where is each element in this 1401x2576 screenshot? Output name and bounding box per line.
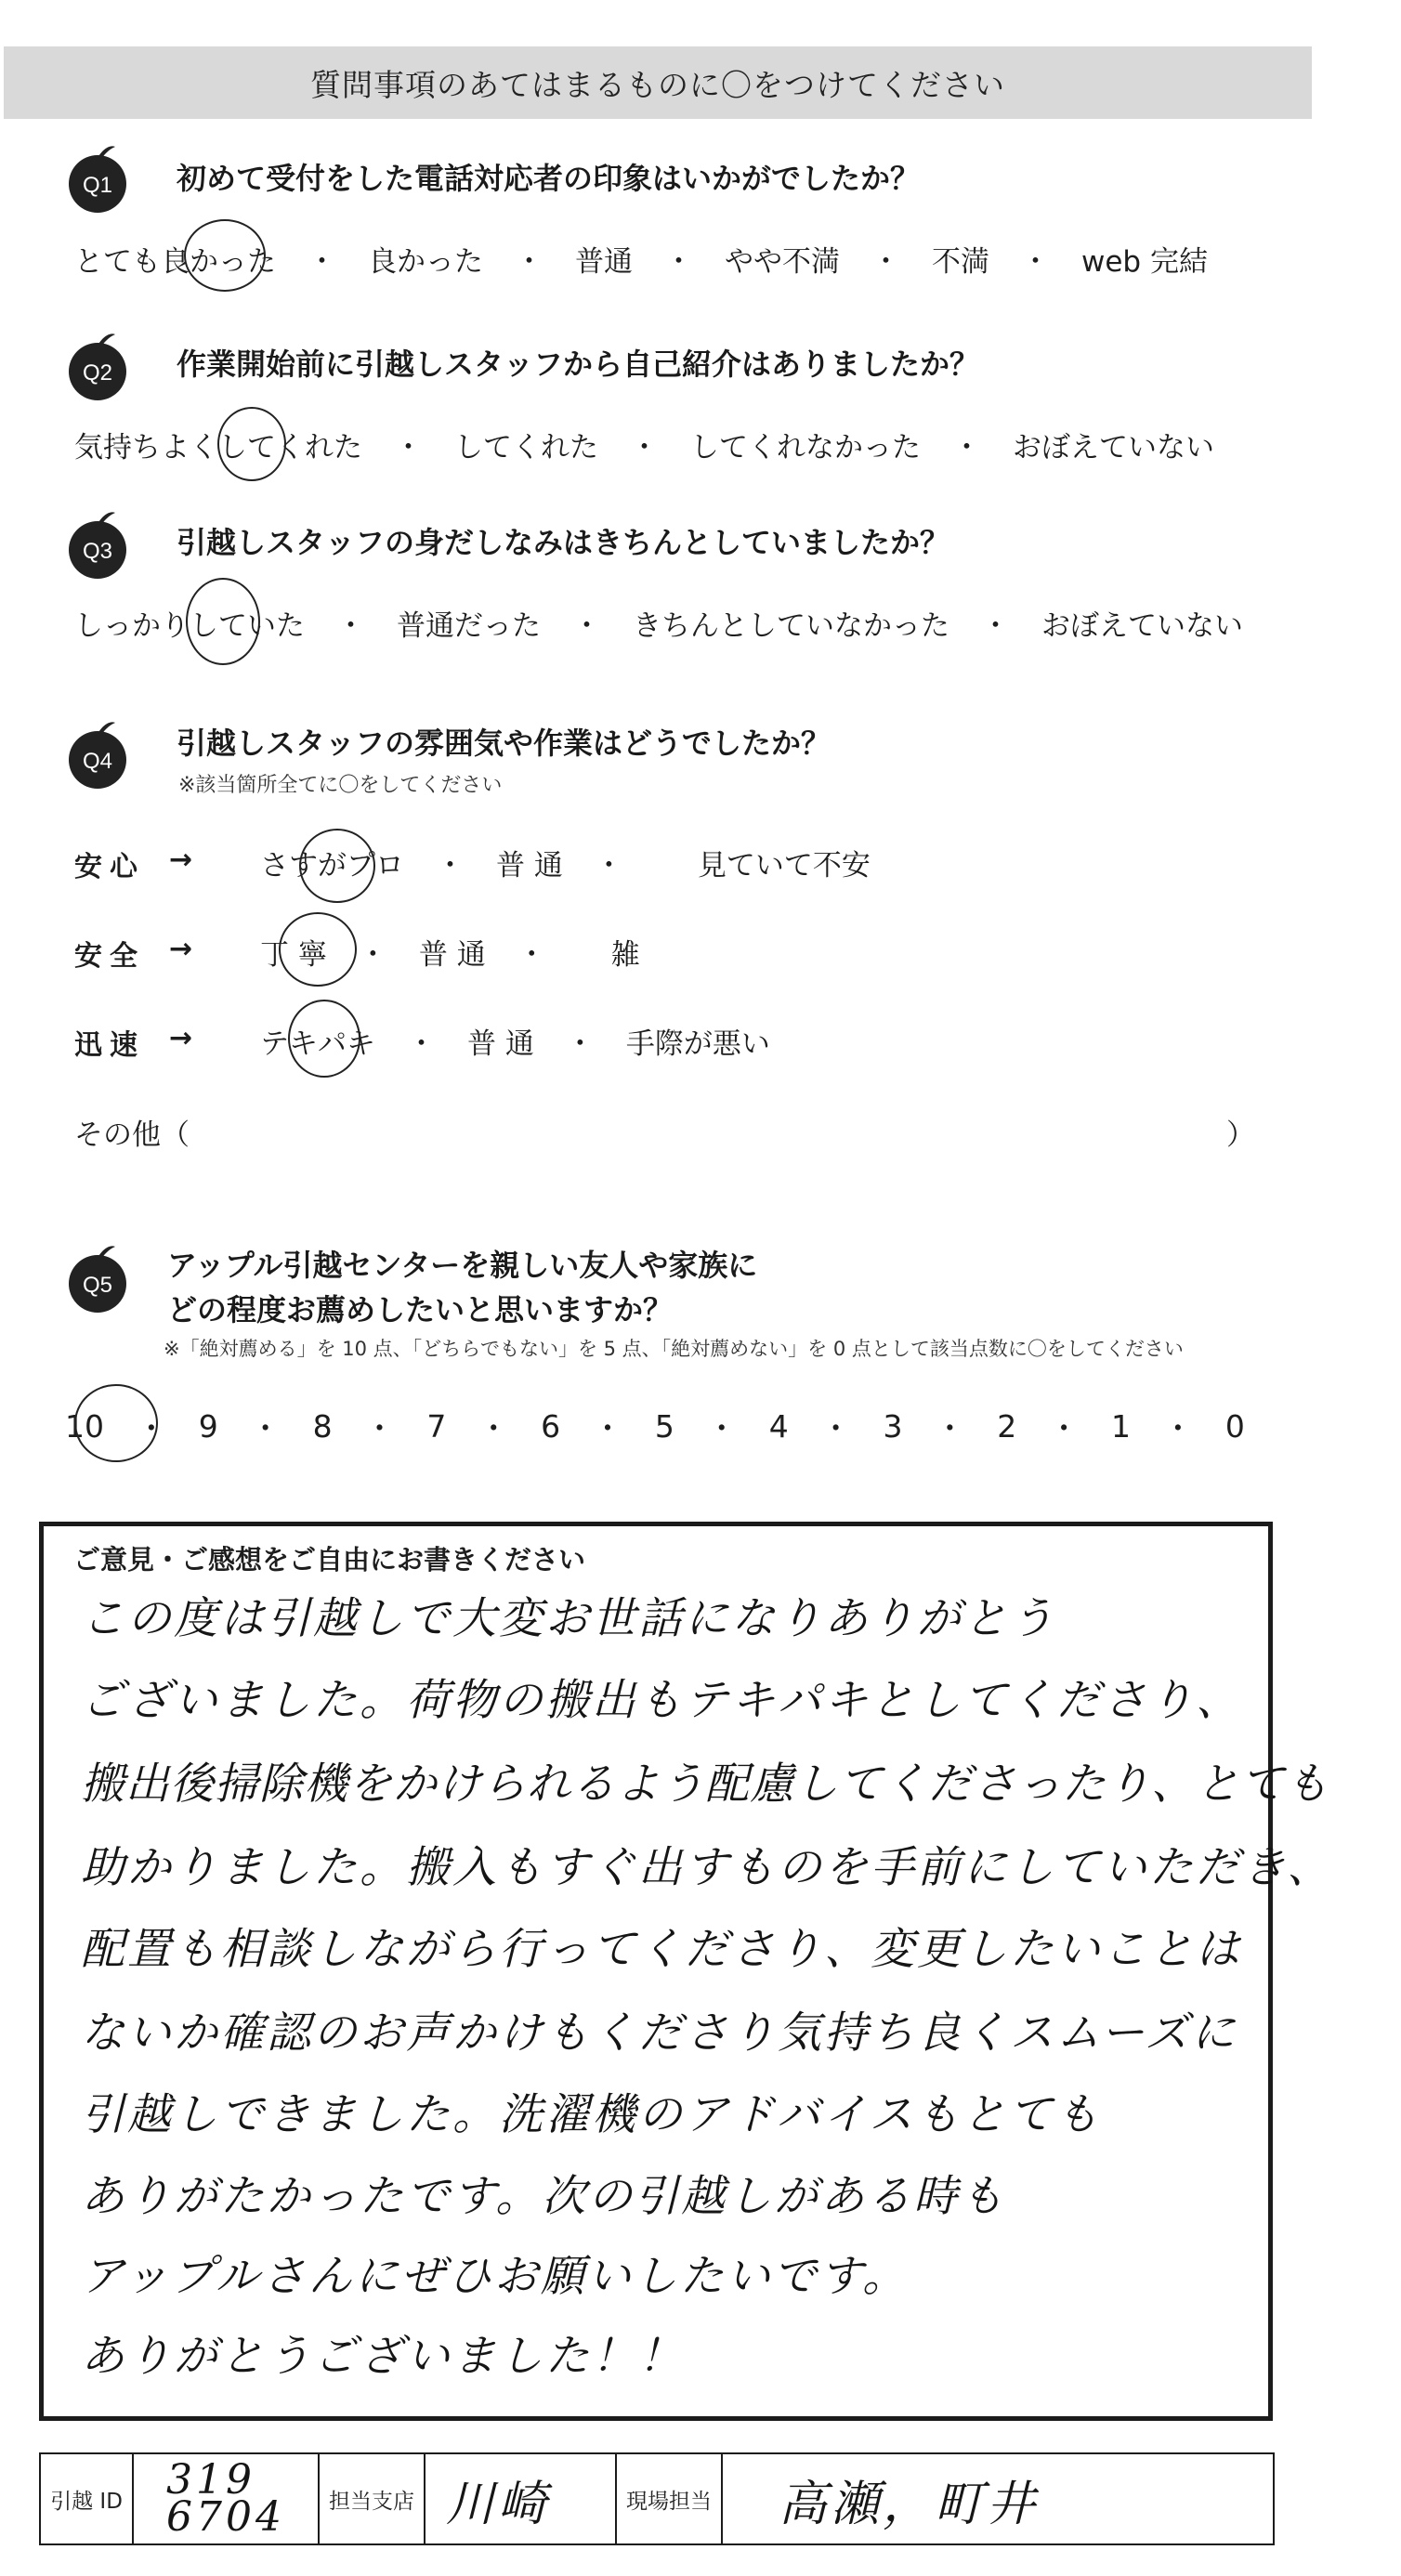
branch-value: 川崎 — [446, 2476, 551, 2532]
q5-score-1[interactable]: 1 — [1111, 1408, 1132, 1445]
staff-label: 現場担当 — [626, 2489, 712, 2514]
q5-score-5[interactable]: 5 — [654, 1408, 674, 1445]
q4-anzen-option-1[interactable]: 丁 寧 — [260, 938, 327, 972]
move-id-label: 引越 ID — [50, 2489, 123, 2514]
q3-option-2[interactable]: 普通だった — [397, 609, 541, 643]
q4-jinsoku-option-3[interactable]: 手際が悪い — [625, 1027, 770, 1061]
q5-note: ※「絶対薦める」を 10 点、「どちらでもない」を 5 点、「絶対薦めない」を 0 点として該当点数に〇をしてください — [164, 1338, 1184, 1360]
q3-question: 引越しスタッフの身だしなみはきちんとしていましたか？ — [177, 525, 950, 560]
staff-label-cell — [617, 2454, 723, 2543]
q3-badge-icon — [59, 505, 136, 582]
comment-line-8: ありがたかったです。次の引越しがある時も — [81, 2171, 1007, 2222]
svg-text:Q4: Q4 — [82, 749, 113, 774]
q4-jinsoku-option-1[interactable]: テキパキ — [260, 1027, 375, 1061]
q5-scale: 10 ・ 9 ・ 8 ・ 7 ・ 6 ・ 5 ・ 4 ・ 3 ・ 2 ・ 1 ・ 0 — [65, 1408, 1245, 1446]
comment-line-1: この度は引越しで大変お世話になりありがとう — [81, 1593, 1056, 1644]
q5-score-9[interactable]: 9 — [198, 1408, 218, 1445]
q1-options: とても良かった ・ 良かった ・ 普通 ・ やや不満 ・ 不満 ・ web 完結 — [74, 238, 1208, 280]
comment-line-7: 引越しできました。洗濯機のアドバイスもとても — [81, 2089, 1102, 2140]
footer-table — [39, 2452, 1275, 2545]
comment-line-2: ございました。荷物の搬出もテキパキとしてくださり、 — [81, 1675, 1242, 1726]
q2-options: 気持ちよくしてくれた ・ してくれた ・ してくれなかった ・ おぼえていない — [74, 424, 1214, 465]
q4-anshin-option-3[interactable]: 見ていて不安 — [697, 849, 871, 883]
q3-option-1[interactable]: しっかりしていた — [74, 609, 305, 643]
q4-category-anshin: 安心 — [74, 851, 145, 883]
q4-badge-icon — [59, 715, 136, 791]
q2-option-2[interactable]: してくれた — [454, 431, 598, 464]
branch-value-cell — [426, 2454, 617, 2543]
comment-line-5: 配置も相談しながら行ってくださり、変更したいことは — [81, 1924, 1242, 1975]
svg-text:Q5: Q5 — [82, 1273, 113, 1298]
q1-question: 初めて受付をした電話対応者の印象はいかがでしたか？ — [177, 161, 921, 196]
comment-title: ご意見・ご感想をご自由にお書きください — [73, 1544, 586, 1576]
q4-anzen-option-2[interactable]: 普 通 — [418, 938, 486, 972]
q2-badge-icon — [59, 327, 136, 403]
q4-question: 引越しスタッフの雰囲気や作業はどうでしたか？ — [177, 726, 831, 761]
move-id-value-cell — [134, 2454, 320, 2543]
move-id-value: 319 6704 — [166, 2456, 285, 2541]
q3-options: しっかりしていた ・ 普通だった ・ きちんとしていなかった ・ おぼえていない — [74, 602, 1243, 644]
q4-other-close: ） — [1226, 1118, 1255, 1152]
q1-option-3[interactable]: 普通 — [575, 245, 633, 279]
move-id-label-cell — [41, 2454, 134, 2543]
comment-box — [39, 1522, 1334, 2421]
q5-score-8[interactable]: 8 — [312, 1408, 333, 1445]
q4-note: ※該当箇所全てに〇をしてください — [178, 774, 503, 797]
q3-option-3[interactable]: きちんとしていなかった — [633, 609, 949, 643]
q4-category-anzen: 安全 — [74, 940, 145, 973]
q1-option-1[interactable]: とても良かった — [74, 245, 276, 279]
q5-question-line1: アップル引越センターを親しい友人や家族に — [167, 1248, 758, 1283]
staff-value: 高瀬，町井 — [779, 2476, 1040, 2532]
q4-anshin-option-1[interactable]: さすがプロ — [260, 849, 404, 883]
arrow-icon: → — [169, 1022, 193, 1054]
arrow-icon: → — [169, 933, 193, 965]
branch-label-cell — [320, 2454, 426, 2543]
svg-text:Q3: Q3 — [82, 539, 113, 564]
q1-option-5[interactable]: 不満 — [932, 245, 989, 279]
q4-other-label: その他（ — [74, 1118, 190, 1152]
q5-score-10[interactable]: 10 — [65, 1408, 104, 1445]
q5-score-3[interactable]: 3 — [883, 1408, 903, 1445]
comment-line-3: 搬出後掃除機をかけられるよう配慮してくださったり、とても — [81, 1759, 1329, 1810]
q3-option-4[interactable]: おぼえていない — [1041, 609, 1243, 643]
staff-value-cell — [723, 2454, 1273, 2543]
q4-jinsoku-option-2[interactable]: 普 通 — [467, 1027, 534, 1061]
q5-badge-icon — [59, 1239, 136, 1315]
comment-line-6: ないか確認のお声かけもくださり気持ち良くスムーズに — [81, 2007, 1238, 2059]
q1-option-6[interactable]: web 完結 — [1081, 245, 1208, 279]
svg-text:Q1: Q1 — [82, 173, 113, 198]
q5-score-7[interactable]: 7 — [426, 1408, 447, 1445]
q5-score-2[interactable]: 2 — [997, 1408, 1017, 1445]
q4-category-jinsoku: 迅速 — [74, 1029, 145, 1062]
q5-question-line2: どの程度お薦めしたいと思いますか？ — [167, 1292, 674, 1327]
q5-score-4[interactable]: 4 — [768, 1408, 789, 1445]
q4-jinsoku-options: テキパキ ・ 普 通 ・ 手際が悪い — [260, 1020, 770, 1062]
q1-option-2[interactable]: 良かった — [368, 245, 483, 279]
q1-option-4[interactable]: やや不満 — [725, 245, 840, 279]
q4-anzen-options: 丁 寧 ・ 普 通 ・ 雑 — [260, 931, 640, 973]
q4-anshin-options: さすがプロ ・ 普 通 ・ 見ていて不安 — [260, 842, 871, 883]
q4-anzen-option-3[interactable]: 雑 — [610, 938, 640, 972]
comment-line-9: アップルさんにぜひお願いしたいです。 — [81, 2251, 910, 2302]
branch-label: 担当支店 — [329, 2489, 414, 2514]
comment-line-10: ありがとうございました！！ — [81, 2331, 685, 2382]
q2-question: 作業開始前に引越しスタッフから自己紹介はありましたか？ — [177, 347, 980, 382]
header-title: 質問事項のあてはまるものに〇をつけてください — [310, 66, 1005, 103]
q5-score-0[interactable]: 0 — [1224, 1408, 1245, 1445]
header-bar — [4, 46, 1312, 119]
q2-option-1[interactable]: 気持ちよくしてくれた — [74, 431, 362, 464]
q5-score-6[interactable]: 6 — [541, 1408, 561, 1445]
svg-text:Q2: Q2 — [82, 360, 113, 386]
arrow-icon: → — [169, 843, 193, 876]
q4-anshin-option-2[interactable]: 普 通 — [496, 849, 563, 883]
q1-badge-icon — [59, 139, 136, 216]
q2-option-3[interactable]: してくれなかった — [690, 431, 921, 464]
q2-option-4[interactable]: おぼえていない — [1013, 431, 1214, 464]
comment-line-4: 助かりました。搬入もすぐ出すものを手前にしていただき、 — [81, 1842, 1334, 1893]
